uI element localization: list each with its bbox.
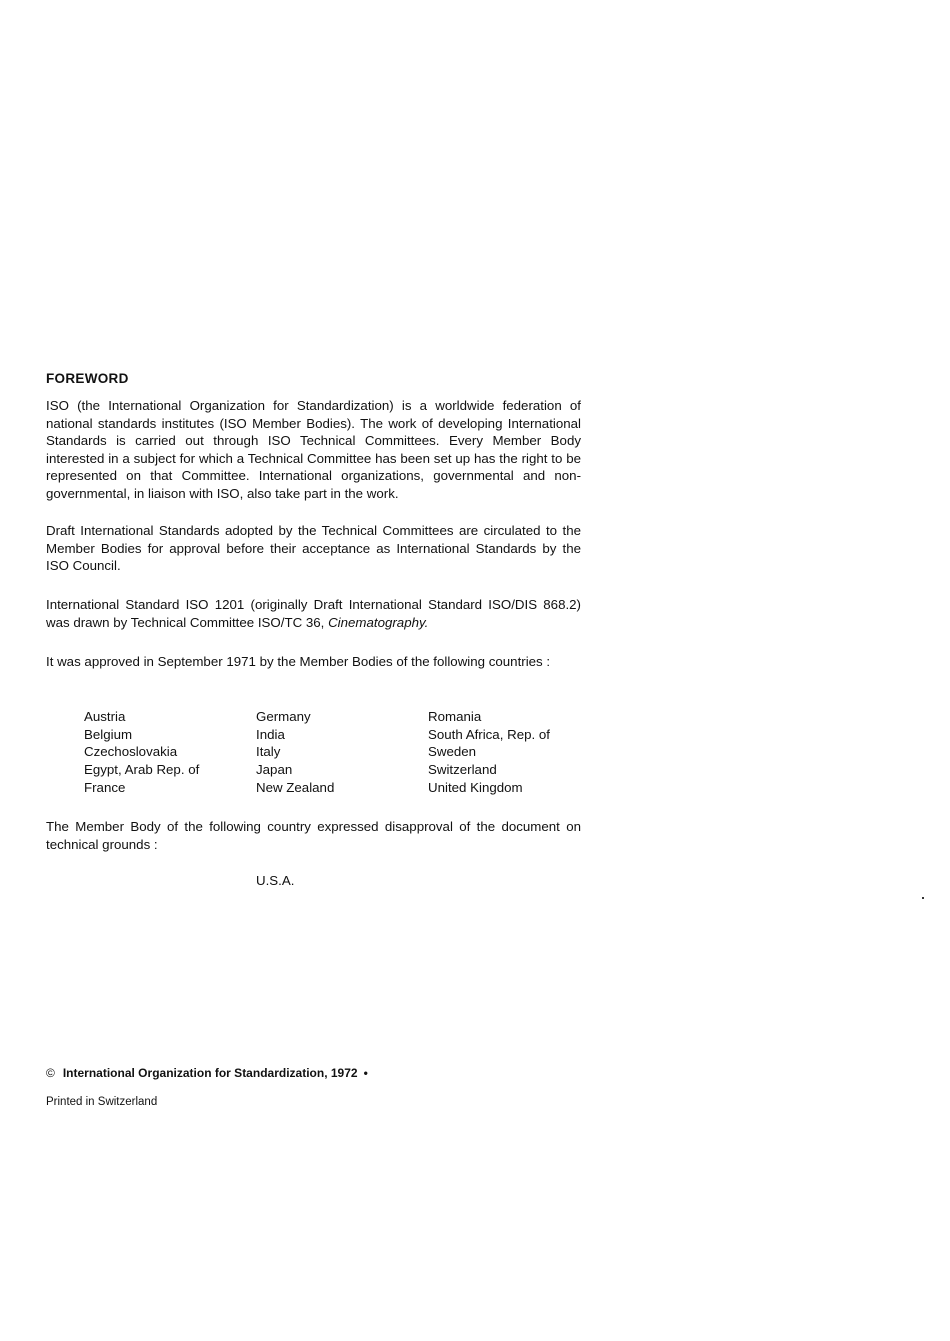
country-item: Belgium — [84, 726, 133, 742]
copyright-text: International Organization for Standardization, 1972 — [62, 1066, 358, 1080]
country-item: South Africa, Rep. of — [428, 726, 550, 742]
country-item: India — [256, 726, 285, 742]
country-item: Japan — [256, 762, 293, 778]
foreword-paragraph-4: It was approved in September 1971 by the Member Bodies of the following countries : — [46, 654, 551, 669]
country-item: France — [84, 779, 126, 795]
printed-location: Printed in Switzerland — [46, 1096, 158, 1108]
paragraph-3-committee-title: Cinematography. — [328, 614, 429, 630]
bullet-icon: • — [363, 1066, 368, 1080]
foreword-paragraph-3 — [46, 596, 581, 631]
country-item: United Kingdom — [428, 779, 523, 795]
country-item: Italy — [256, 744, 281, 760]
copyright-line — [46, 1066, 368, 1080]
foreword-paragraph-5: The Member Body of the following country expressed disapproval of the document on technical grounds : — [46, 819, 581, 852]
copyright-symbol: © — [46, 1066, 55, 1080]
foreword-paragraph-2: Draft International Standards adopted by the Technical Committees are circulated to the Member Bodies for approval before their acceptance as International Standards by the ISO Council. — [46, 523, 581, 573]
foreword-paragraph-1: ISO (the International Organization for Standardization) is a worldwide federation of national standards institutes (ISO Member Bodies). The work of developing International Standards is carried out through ISO Technical Committees. Every Member Body interested in a subject for which a Technical Committee has been set up has the right to be represented on that Committee. International organizations, governmental and non-governmental, in liaison with ISO, also take part in the work. — [46, 398, 581, 501]
countries-column-3 — [428, 708, 598, 797]
country-item: New Zealand — [256, 779, 335, 795]
countries-column-1 — [84, 708, 254, 797]
country-item: Germany — [256, 709, 311, 724]
countries-column-2 — [256, 708, 426, 797]
scan-speck — [922, 897, 924, 899]
country-item: Austria — [84, 709, 126, 724]
country-item: Romania — [428, 709, 482, 724]
country-item: Switzerland — [428, 762, 497, 778]
country-item: Czechoslovakia — [84, 744, 178, 760]
foreword-heading: FOREWORD — [46, 371, 129, 386]
country-item: Egypt, Arab Rep. of — [84, 762, 200, 778]
country-item: Sweden — [428, 744, 477, 760]
disapproving-country: U.S.A. — [256, 873, 295, 888]
paragraph-3-text: International Standard ISO 1201 (originally Draft International Standard ISO/DIS 868.2) was drawn by Technical Committee ISO/TC 36, — [46, 597, 581, 630]
